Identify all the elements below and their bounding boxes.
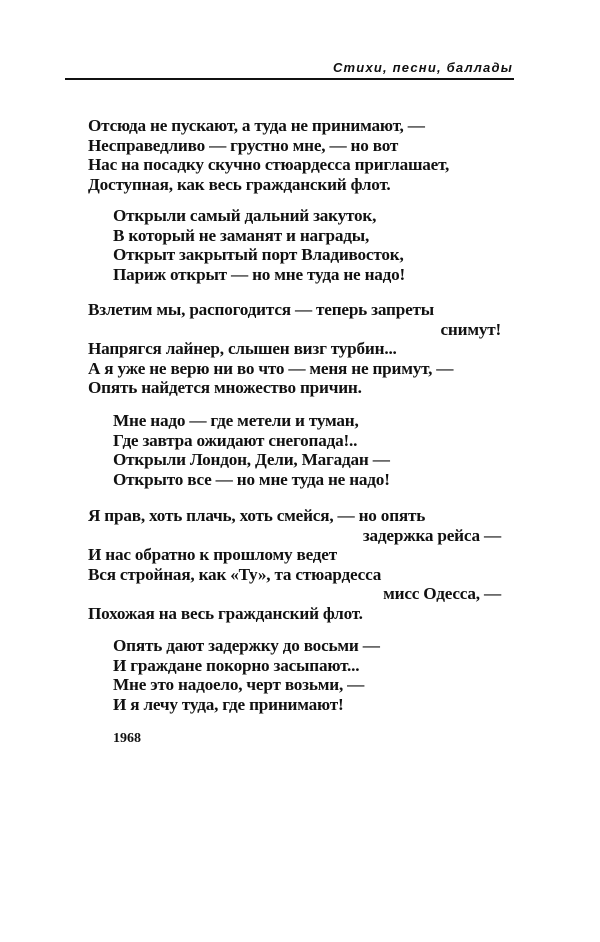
poem-line: В который не заманят и награды, [113, 225, 370, 245]
stanza [113, 636, 501, 714]
stanza [88, 300, 501, 398]
poem-line: Мне надо — где метели и туман, [113, 411, 359, 430]
poem-line: Где завтра ожидают снегопада!.. [113, 430, 358, 450]
poem-line: задержка рейса — [362, 525, 501, 545]
poem-line: Напрягся лайнер, слышен визг турбин... [88, 339, 397, 359]
poem-line: Опять дают задержку до восьми — [113, 636, 380, 655]
poem-line: Взлетим мы, распогодится — теперь запреты [88, 300, 434, 319]
poem-line: И я лечу туда, где принимают! [113, 694, 344, 714]
poem-year: 1968 [113, 731, 141, 746]
stanza [88, 116, 501, 194]
poem-line: мисс Одесса, — [383, 584, 501, 604]
poem-line: Париж открыт — но мне туда не надо! [113, 264, 406, 284]
poem-line: Похожая на весь гражданский флот. [88, 603, 363, 623]
poem-line: И граждане покорно засыпают... [113, 655, 360, 675]
poem-line: Я прав, хоть плачь, хоть смейся, — но опять [88, 506, 426, 525]
poem-line: Нас на посадку скучно стюардесса приглашает, [88, 155, 450, 175]
poem-line: Открыто все — но мне туда не надо! [113, 469, 390, 489]
poem-line: А я уже не верю ни во что — меня не примут, — [88, 358, 454, 378]
poem-line: Отсюда не пускают, а туда не принимают, — [88, 116, 425, 135]
stanza [113, 411, 501, 489]
poem-line: Вся стройная, как «Ту», та стюардесса [88, 564, 382, 584]
poem-line: Мне это надоело, черт возьми, — [113, 675, 365, 695]
poem-line: Доступная, как весь гражданский флот. [88, 174, 391, 194]
poem-line: Открыт закрытый порт Владивосток, [113, 245, 404, 265]
poem-line: снимут! [440, 319, 501, 339]
poem-line: Открыли самый дальний закуток, [113, 206, 377, 225]
header-rule [65, 78, 514, 80]
stanza [113, 206, 501, 284]
poem-line: Опять найдется множество причин. [88, 378, 362, 398]
poem-line: Несправедливо — грустно мне, — но вот [88, 135, 399, 155]
poem-line: И нас обратно к прошлому ведет [88, 545, 337, 565]
poem-line: Открыли Лондон, Дели, Магадан — [113, 450, 390, 470]
running-head: Стихи, песни, баллады [332, 60, 513, 75]
stanza [88, 506, 501, 624]
